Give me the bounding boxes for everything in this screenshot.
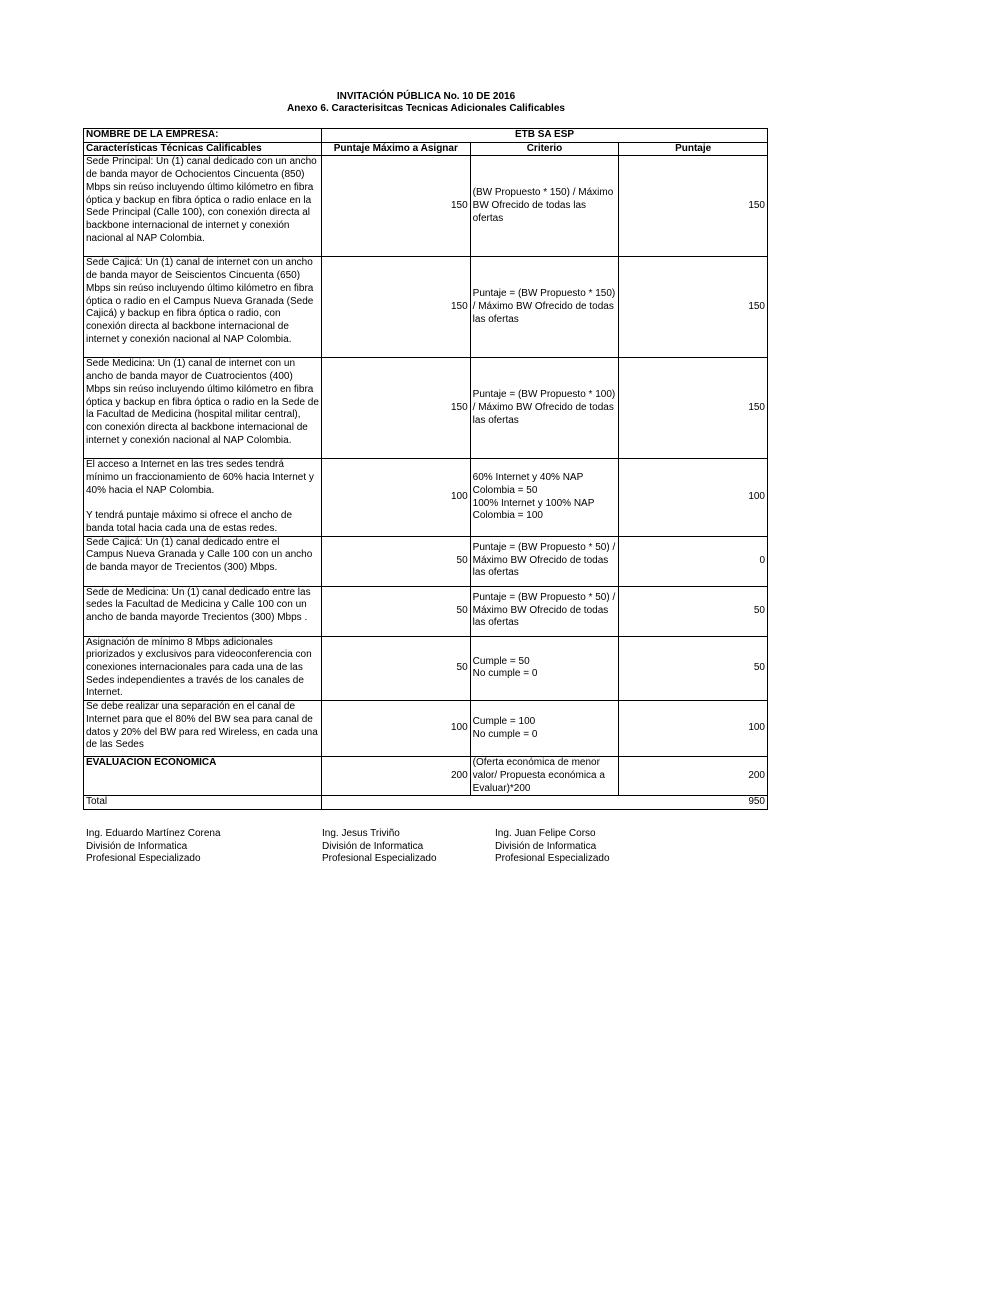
cell-criterio: Puntaje = (BW Propuesto * 100) / Máximo BW Ofrecido de todas las ofertas (470, 358, 619, 459)
cell-caracteristica: Se debe realizar una separación en el canal de Internet para que el 80% del BW sea para canal de datos y 20% del BW para red Wireless, en cada una de las Sedes (84, 701, 322, 757)
cell-caracteristica: Asignación de mínimo 8 Mbps adicionales priorizados y exclusivos para videoconferencia con conexiones internacionales para cada una de las Sedes independientes a través de los canales de Internet. (84, 636, 322, 701)
company-name: ETB SA ESP (322, 129, 768, 143)
cell-maximo: 100 (322, 701, 471, 757)
table-row-economica (84, 757, 768, 796)
document-title (0, 91, 852, 115)
signature-block (495, 828, 695, 866)
signature-division: División de Informatica (86, 840, 188, 852)
cell-puntaje: 100 (619, 701, 768, 757)
cell-maximo: 100 (322, 459, 471, 536)
cell-maximo: 150 (322, 257, 471, 358)
cell-criterio: 60% Internet y 40% NAP Colombia = 50 100% Internet y 100% NAP Colombia = 100 (470, 459, 619, 536)
cell-maximo: 50 (322, 586, 471, 636)
table-row (84, 636, 768, 701)
cell-puntaje: 100 (619, 459, 768, 536)
cell-caracteristica: Sede de Medicina: Un (1) canal dedicado entre las sedes la Facultad de Medicina y Calle 100 con un ancho de banda mayorde Trecientos (300) Mbps . (84, 586, 322, 636)
signature-role: Profesional Especializado (495, 853, 610, 864)
cell-puntaje: 0 (619, 536, 768, 586)
total-value: 950 (322, 796, 768, 810)
header-row (84, 142, 768, 156)
cell-criterio: Cumple = 100 No cumple = 0 (470, 701, 619, 757)
table-row (84, 156, 768, 257)
table-row (84, 358, 768, 459)
header-caracteristicas: Características Técnicas Calificables (84, 142, 322, 156)
cell-caracteristica: EVALUACION ECONOMICA (84, 757, 322, 796)
signature-role: Profesional Especializado (86, 853, 201, 864)
signature-block (86, 828, 286, 866)
table-row (84, 257, 768, 358)
total-label: Total (84, 796, 322, 810)
signature-role: Profesional Especializado (322, 853, 437, 864)
company-label: NOMBRE DE LA EMPRESA: (84, 129, 322, 143)
signature-name: Ing. Eduardo Martínez Corena (86, 828, 221, 839)
cell-criterio: Puntaje = (BW Propuesto * 150) / Máximo BW Ofrecido de todas las ofertas (470, 257, 619, 358)
evaluation-table (83, 128, 768, 810)
cell-puntaje: 200 (619, 757, 768, 796)
header-puntaje: Puntaje (619, 142, 768, 156)
cell-puntaje: 150 (619, 358, 768, 459)
cell-caracteristica: El acceso a Internet en las tres sedes tendrá mínimo un fraccionamiento de 60% hacia Internet y 40% hacia el NAP Colombia. Y tendrá puntaje máximo si ofrece el ancho de banda total hacia cada una de estas redes. (84, 459, 322, 536)
cell-criterio: Puntaje = (BW Propuesto * 50) / Máximo BW Ofrecido de todas las ofertas (470, 536, 619, 586)
title-line-2: Anexo 6. Caracterisitcas Tecnicas Adicionales Calificables (287, 103, 565, 114)
cell-puntaje: 50 (619, 636, 768, 701)
cell-criterio: (BW Propuesto * 150) / Máximo BW Ofrecido de todas las ofertas (470, 156, 619, 257)
cell-puntaje: 150 (619, 156, 768, 257)
cell-criterio: (Oferta económica de menor valor/ Propuesta económica a Evaluar)*200 (470, 757, 619, 796)
cell-caracteristica: Sede Medicina: Un (1) canal de internet con un ancho de banda mayor de Cuatrocientos (400) Mbps sin reúso incluyendo último kilómetro en fibra óptica y backup en fibra óptica o radio en la Sede de la Facultad de Medicina (hospital militar central), con conexión directa al backbone internacional de internet y conexión nacional al NAP Colombia. (84, 358, 322, 459)
table-row (84, 701, 768, 757)
cell-caracteristica: Sede Cajicá: Un (1) canal de internet con un ancho de banda mayor de Seiscientos Cincuenta (650) Mbps sin reúso incluyendo último kilómetro en fibra óptica o radio en el Campus Nueva Granada (Sede Cajicá) y backup en fibra óptica o radio, con conexión directa al backbone internacional de internet y conexión nacional al NAP Colombia. (84, 257, 322, 358)
cell-puntaje: 150 (619, 257, 768, 358)
signature-division: División de Informatica (495, 840, 597, 852)
title-line-1: INVITACIÓN PÚBLICA No. 10 DE 2016 (336, 91, 516, 102)
signature-division: División de Informatica (322, 840, 424, 852)
signature-name: Ing. Juan Felipe Corso (495, 828, 596, 839)
total-row (84, 796, 768, 810)
cell-caracteristica: Sede Principal: Un (1) canal dedicado con un ancho de banda mayor de Ochocientos Cincuenta (850) Mbps sin reúso incluyendo último kilómetro en fibra óptica y backup en fibra óptica o radio enlace en la Sede Principal (Calle 100), con conexión directa al backbone internacional de internet y conexión nacional al NAP Colombia. (84, 156, 322, 257)
table-row (84, 459, 768, 536)
cell-criterio: Cumple = 50 No cumple = 0 (470, 636, 619, 701)
cell-maximo: 150 (322, 358, 471, 459)
signature-name: Ing. Jesus Triviño (322, 828, 400, 839)
header-criterio: Criterio (470, 142, 619, 156)
table-row (84, 536, 768, 586)
signature-block (322, 828, 522, 866)
cell-puntaje: 50 (619, 586, 768, 636)
cell-caracteristica: Sede Cajicá: Un (1) canal dedicado entre el Campus Nueva Granada y Calle 100 con un ancho de banda mayor de Trecientos (300) Mbps. (84, 536, 322, 586)
company-row (84, 129, 768, 143)
table-row (84, 586, 768, 636)
cell-criterio: Puntaje = (BW Propuesto * 50) / Máximo BW Ofrecido de todas las ofertas (470, 586, 619, 636)
cell-maximo: 50 (322, 536, 471, 586)
cell-maximo: 200 (322, 757, 471, 796)
header-puntaje-maximo: Puntaje Máximo a Asignar (322, 142, 471, 156)
cell-maximo: 50 (322, 636, 471, 701)
cell-maximo: 150 (322, 156, 471, 257)
